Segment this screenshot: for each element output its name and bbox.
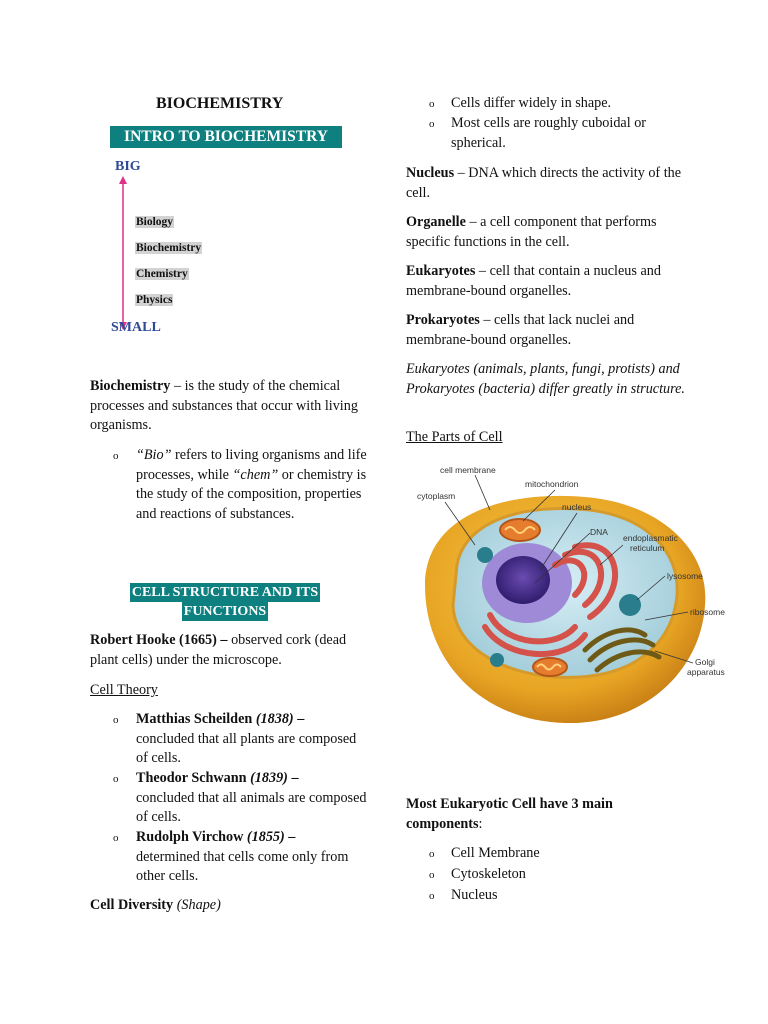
component-item: Nucleus: [451, 887, 498, 903]
shape-bullet: Cells differ widely in shape.: [451, 95, 612, 111]
component-item: Cytoskeleton: [451, 866, 526, 882]
prokaryotes-definition: Prokaryotes – cells that lack nuclei and membrane-bound organelles.: [406, 312, 635, 348]
nucleus-definition: Nucleus – DNA which directs the activity of the cell.: [406, 165, 682, 201]
scale-big-label: BIG: [115, 159, 141, 174]
label-cytoplasm: cytoplasm: [417, 491, 456, 501]
label-ribosome: ribosome: [690, 607, 725, 617]
label-golgi-line2: apparatus: [687, 667, 725, 677]
scale-item: Chemistry: [136, 268, 188, 280]
shape-bullet: Most cells are roughly cuboidal or spherical.: [451, 115, 647, 151]
bullet-icon: o: [429, 869, 435, 881]
bio-chem-bullet: “Bio” refers to living organisms and life processes, while “chem” or chemistry is the study of the composition, properties and reactions of substances.: [136, 447, 367, 522]
eukaryotes-definition: Eukaryotes – cell that contain a nucleus and membrane-bound organelles.: [406, 263, 661, 299]
label-golgi-line1: Golgi: [695, 657, 715, 667]
label-cell-membrane: cell membrane: [440, 465, 496, 475]
cell-structure-banner: CELL STRUCTURE AND ITS FUNCTIONS: [131, 585, 319, 619]
bullet-icon: o: [429, 118, 435, 130]
components-heading: Most Eukaryotic Cell have 3 main components:: [406, 796, 613, 832]
label-mitochondrion: mitochondrion: [525, 479, 579, 489]
hooke-paragraph: Robert Hooke (1665) – observed cork (dead plant cells) under the microscope.: [90, 632, 347, 668]
cell-theory-item: Rudolph Virchow (1855) – determined that cells come only from other cells.: [136, 829, 349, 884]
scale-arrow: [114, 176, 132, 331]
eukaryote-prokaryote-note: Eukaryotes (animals, plants, fungi, protists) and Prokaryotes (bacteria) differ greatly in structure.: [406, 361, 685, 397]
scale-item: Physics: [136, 294, 173, 306]
label-nucleus: nucleus: [562, 502, 592, 512]
cell-theory-label: Cell Theory: [90, 682, 158, 698]
animal-cell-diagram: [405, 455, 740, 755]
bullet-icon: o: [113, 832, 119, 844]
component-item: Cell Membrane: [451, 845, 540, 861]
bullet-icon: o: [113, 450, 119, 462]
scale-small-label: SMALL: [111, 320, 161, 335]
parts-of-cell-label: The Parts of Cell: [406, 429, 503, 445]
bullet-icon: o: [429, 98, 435, 110]
label-er-line2: reticulum: [630, 543, 665, 553]
biochemistry-definition: Biochemistry – is the study of the chemical processes and substances that occur with living organisms.: [90, 378, 358, 433]
intro-banner: INTRO TO BIOCHEMISTRY: [110, 126, 342, 148]
bullet-icon: o: [429, 890, 435, 902]
bullet-icon: o: [113, 773, 119, 785]
label-lysosome: lysosome: [667, 571, 703, 581]
bullet-icon: o: [429, 848, 435, 860]
scale-item: Biology: [136, 216, 174, 228]
organelle-definition: Organelle – a cell component that performs specific functions in the cell.: [406, 214, 657, 250]
cell-theory-item: Theodor Schwann (1839) – concluded that all animals are composed of cells.: [136, 770, 367, 825]
cell-diversity-heading: Cell Diversity (Shape): [90, 897, 221, 913]
bullet-icon: o: [113, 714, 119, 726]
label-er-line1: endoplasmatic: [623, 533, 678, 543]
document-title: BIOCHEMISTRY: [156, 95, 284, 112]
nucleus-shape: [482, 543, 572, 623]
cell-theory-item: Matthias Scheilden (1838) – concluded that all plants are composed of cells.: [136, 711, 357, 766]
label-dna: DNA: [590, 527, 608, 537]
scale-item: Biochemistry: [136, 242, 202, 254]
